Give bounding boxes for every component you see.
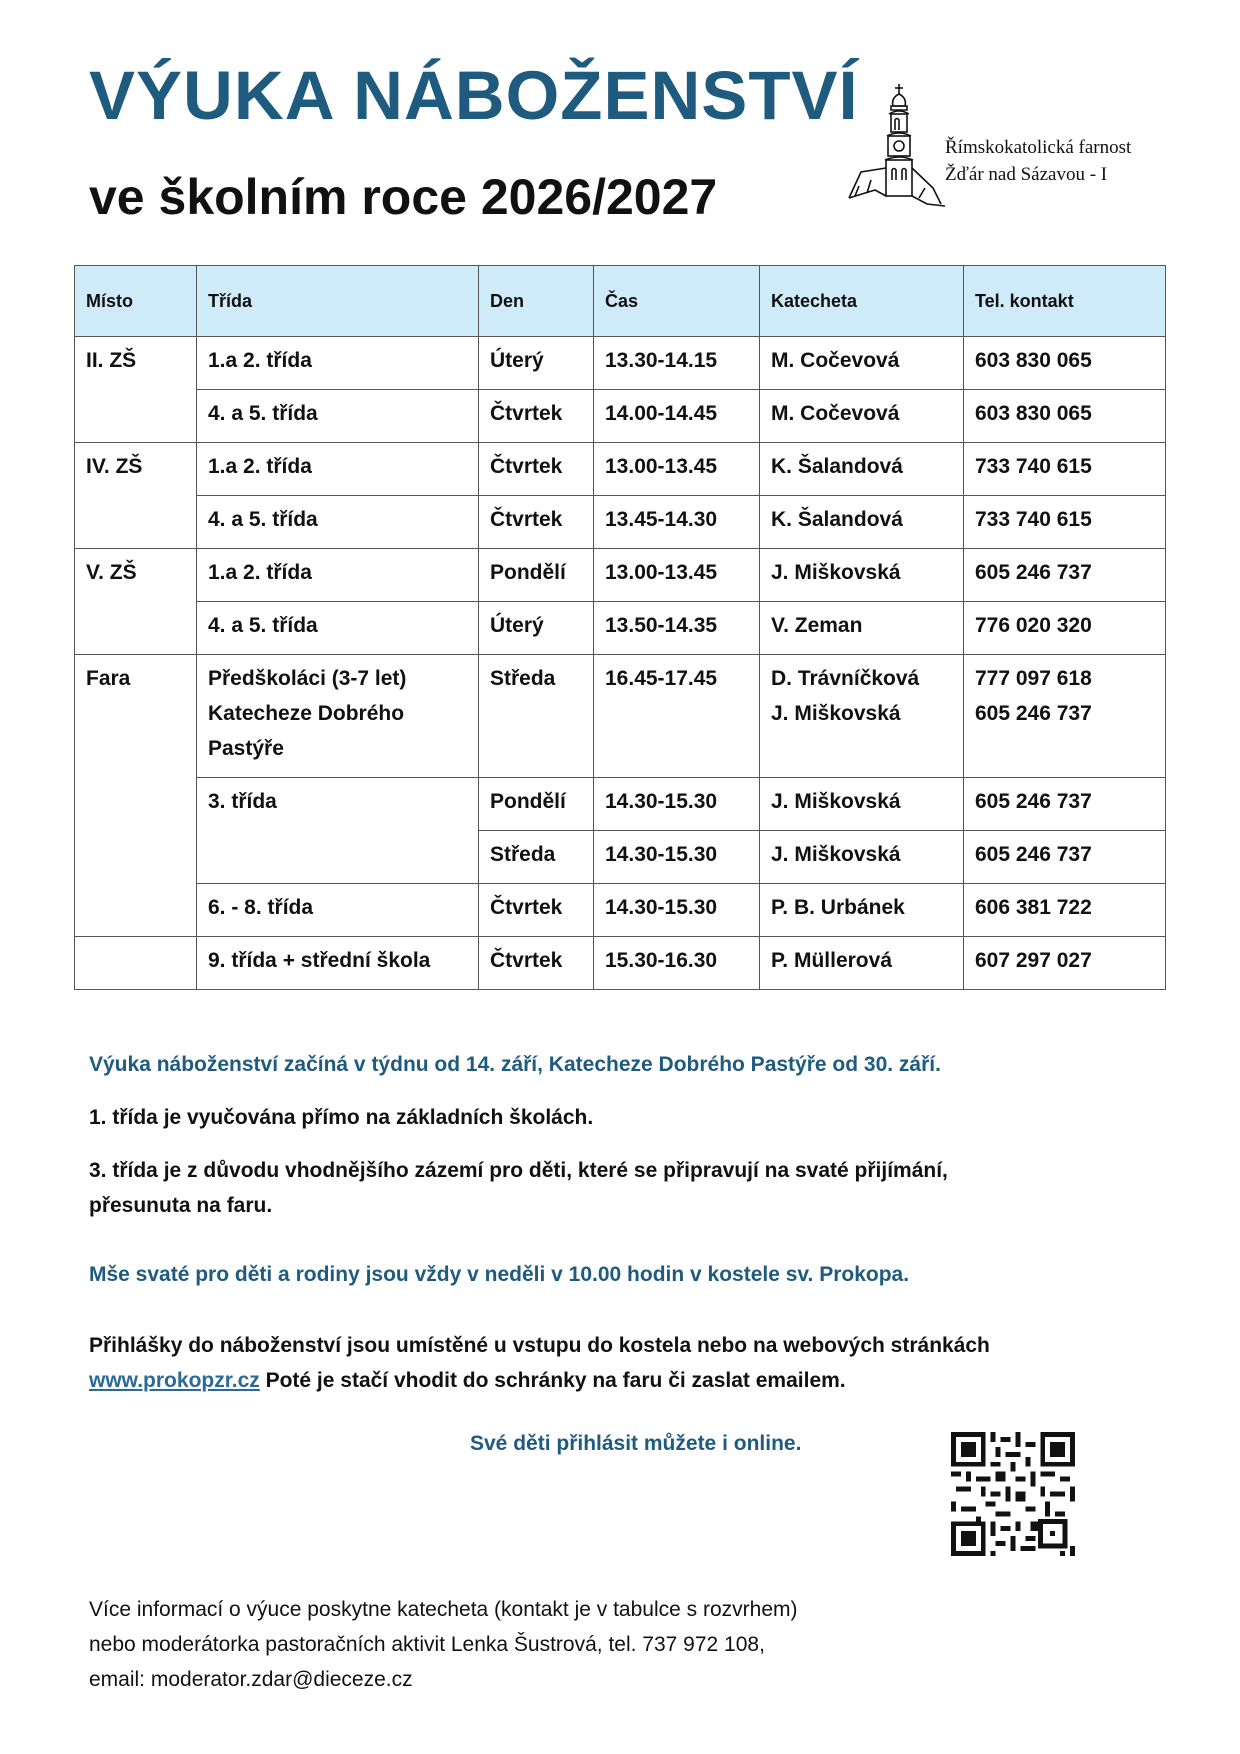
online-signup-note: Své děti přihlásit můžete i online. (470, 1432, 802, 1455)
teacher-cell: J. Miškovská (760, 549, 964, 602)
qr-code-icon[interactable] (951, 1432, 1075, 1556)
teacher-line: J. Miškovská (771, 702, 901, 725)
day-cell: Středa (479, 655, 594, 778)
time-cell: 13.00-13.45 (594, 443, 760, 496)
teacher-cell: P. Müllerová (760, 937, 964, 990)
time-cell: 14.00-14.45 (594, 390, 760, 443)
phone-cell: 776 020 320 (964, 602, 1166, 655)
mass-note: Mše svaté pro děti a rodiny jsou vždy v neděli v 10.00 hodin v kostele sv. Prokopa. (89, 1263, 910, 1286)
table-row (75, 390, 1166, 443)
phone-cell: 605 246 737 (964, 831, 1166, 884)
day-cell: Pondělí (479, 778, 594, 831)
teacher-cell: K. Šalandová (760, 443, 964, 496)
signup-note (89, 1328, 990, 1398)
class-cell: 9. třída + střední škola (197, 937, 479, 990)
third-grade-note (89, 1153, 948, 1223)
teacher-cell: P. B. Urbánek (760, 884, 964, 937)
phone-cell (964, 655, 1166, 778)
column-header-place: Místo (75, 266, 197, 337)
phone-cell: 607 297 027 (964, 937, 1166, 990)
day-cell: Středa (479, 831, 594, 884)
first-grade-note: 1. třída je vyučována přímo na základních školách. (89, 1106, 594, 1129)
third-grade-note-line2: přesunuta na faru. (89, 1194, 273, 1217)
table-row (75, 778, 1166, 831)
phone-cell: 606 381 722 (964, 884, 1166, 937)
signup-note-line2 (89, 1363, 990, 1398)
class-cell: 1.a 2. třída (197, 443, 479, 496)
third-grade-note-line1: 3. třída je z důvodu vhodnějšího zázemí pro děti, které se připravují na svaté přijímání, (89, 1159, 948, 1182)
day-cell: Čtvrtek (479, 884, 594, 937)
time-cell: 13.30-14.15 (594, 337, 760, 390)
class-cell: 4. a 5. třída (197, 496, 479, 549)
column-header-phone: Tel. kontakt (964, 266, 1166, 337)
time-cell: 14.30-15.30 (594, 778, 760, 831)
church-tower-icon (845, 80, 945, 212)
day-cell: Úterý (479, 602, 594, 655)
table-row (75, 937, 1166, 990)
parish-name (945, 134, 1131, 188)
table-row (75, 337, 1166, 390)
day-cell: Čtvrtek (479, 937, 594, 990)
phone-line: 777 097 618 (975, 667, 1092, 690)
teacher-cell: K. Šalandová (760, 496, 964, 549)
time-cell: 13.00-13.45 (594, 549, 760, 602)
table-row (75, 549, 1166, 602)
time-cell: 13.45-14.30 (594, 496, 760, 549)
start-note: Výuka náboženství začíná v týdnu od 14. září, Katecheze Dobrého Pastýře od 30. září. (89, 1053, 941, 1076)
class-cell: 1.a 2. třída (197, 549, 479, 602)
time-cell: 16.45-17.45 (594, 655, 760, 778)
time-cell: 13.50-14.35 (594, 602, 760, 655)
class-cell: 1.a 2. třída (197, 337, 479, 390)
signup-note-rest: Poté je stačí vhodit do schránky na faru či zaslat emailem. (259, 1369, 846, 1392)
class-line: Pastýře (208, 737, 284, 760)
parish-name-line1: Římskokatolická farnost (945, 137, 1132, 158)
place-cell (75, 937, 197, 990)
day-cell: Čtvrtek (479, 443, 594, 496)
class-cell (197, 655, 479, 778)
phone-cell: 733 740 615 (964, 443, 1166, 496)
page-subtitle: ve školním roce 2026/2027 (89, 169, 718, 225)
place-cell: II. ZŠ (75, 337, 197, 443)
teacher-cell (760, 655, 964, 778)
phone-cell: 605 246 737 (964, 778, 1166, 831)
class-line: Katecheze Dobrého (208, 702, 405, 725)
page-title: VÝUKA NÁBOŽENSTVÍ (89, 57, 859, 134)
class-cell: 4. a 5. třída (197, 390, 479, 443)
phone-line: 605 246 737 (975, 702, 1092, 725)
footer-line2: nebo moderátorka pastoračních aktivit Lenka Šustrová, tel. 737 972 108, (89, 1633, 765, 1656)
day-cell: Čtvrtek (479, 390, 594, 443)
phone-cell: 605 246 737 (964, 549, 1166, 602)
column-header-teacher: Katecheta (760, 266, 964, 337)
place-cell: V. ZŠ (75, 549, 197, 655)
teacher-cell: M. Cočevová (760, 337, 964, 390)
place-cell: IV. ZŠ (75, 443, 197, 549)
phone-cell: 603 830 065 (964, 337, 1166, 390)
time-cell: 15.30-16.30 (594, 937, 760, 990)
phone-cell: 603 830 065 (964, 390, 1166, 443)
table-row (75, 884, 1166, 937)
place-cell: Fara (75, 655, 197, 937)
teacher-cell: J. Miškovská (760, 831, 964, 884)
table-header-row (75, 266, 1166, 337)
class-cell: 4. a 5. třída (197, 602, 479, 655)
parish-name-line2: Žďár nad Sázavou - I (945, 164, 1108, 185)
footer-line1: Více informací o výuce poskytne katecheta (kontakt je v tabulce s rozvrhem) (89, 1598, 798, 1621)
table-row (75, 655, 1166, 778)
table-row (75, 443, 1166, 496)
footer-line3: email: moderator.zdar@dieceze.cz (89, 1668, 413, 1691)
schedule-table (74, 265, 1166, 990)
time-cell: 14.30-15.30 (594, 884, 760, 937)
class-cell: 6. - 8. třída (197, 884, 479, 937)
table-row (75, 496, 1166, 549)
column-header-time: Čas (594, 266, 760, 337)
phone-cell: 733 740 615 (964, 496, 1166, 549)
teacher-cell: M. Cočevová (760, 390, 964, 443)
column-header-class: Třída (197, 266, 479, 337)
website-link[interactable]: www.prokopzr.cz (89, 1369, 260, 1392)
signup-note-line1: Přihlášky do náboženství jsou umístěné u vstupu do kostela nebo na webových stránkách (89, 1334, 990, 1357)
teacher-cell: V. Zeman (760, 602, 964, 655)
day-cell: Úterý (479, 337, 594, 390)
footer-info (89, 1592, 797, 1697)
teacher-line: D. Trávníčková (771, 667, 920, 690)
time-cell: 14.30-15.30 (594, 831, 760, 884)
table-row (75, 602, 1166, 655)
day-cell: Pondělí (479, 549, 594, 602)
day-cell: Čtvrtek (479, 496, 594, 549)
class-cell: 3. třída (197, 778, 479, 884)
parish-logo (845, 80, 1165, 212)
teacher-cell: J. Miškovská (760, 778, 964, 831)
column-header-day: Den (479, 266, 594, 337)
class-line: Předškoláci (3-7 let) (208, 667, 407, 690)
